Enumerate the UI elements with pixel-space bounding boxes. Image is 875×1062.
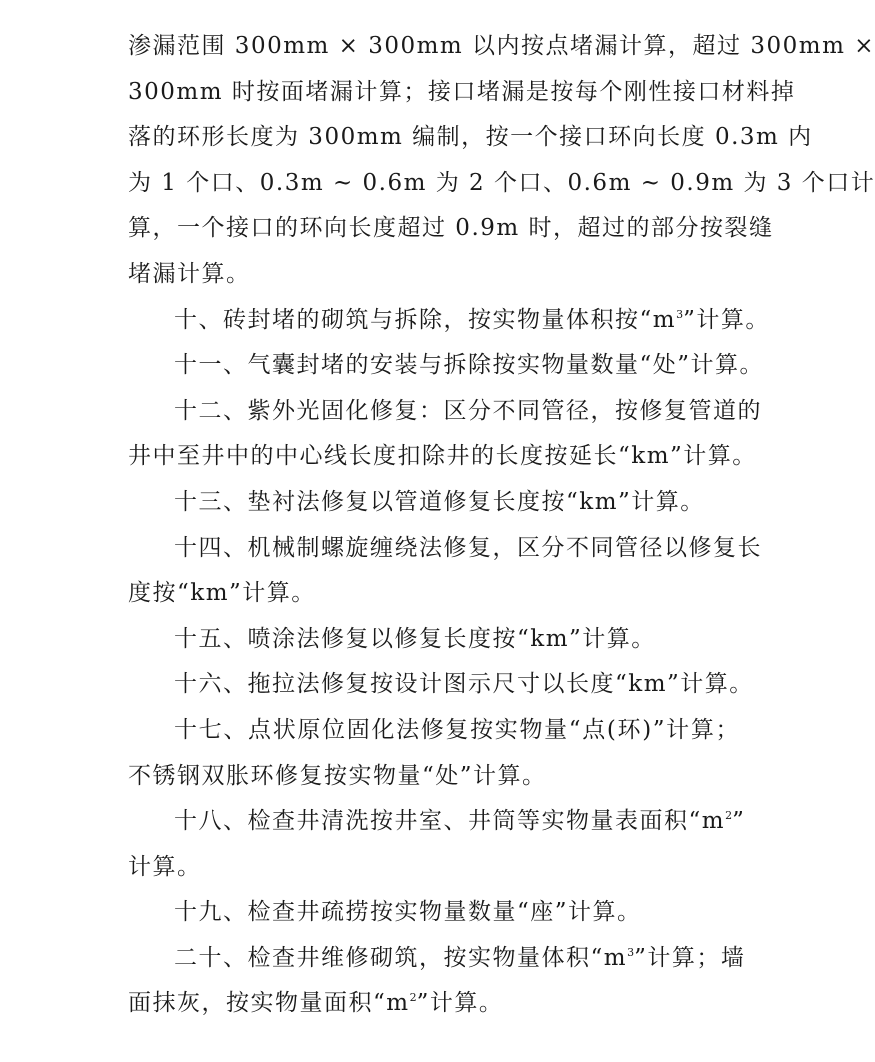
clause-10-text-end: ”计算。	[683, 306, 770, 333]
superscript-2: 2	[409, 991, 417, 1005]
clause-18-text: 十八、检查井清洗按井室、井筒等实物量表面积“m	[174, 808, 726, 835]
document-body	[128, 24, 875, 1027]
clause-18	[128, 799, 746, 845]
clause-20-text: 二十、检查井维修砌筑，按实物量体积“m	[174, 944, 628, 971]
clause-18-text-end: ”	[732, 808, 746, 835]
clause-20	[128, 936, 746, 982]
clause-20-cont-text: 面抹灰，按实物量面积“m	[128, 990, 410, 1017]
clause-14: 十四、机械制螺旋缠绕法修复，区分不同管径以修复长	[174, 534, 762, 561]
clause-20-cont	[128, 981, 740, 1027]
body-line: 为 1 个口、0.3m ~ 0.6m 为 2 个口、0.6m ~ 0.9m 为 3 个口计	[128, 169, 875, 196]
clause-13: 十三、垫衬法修复以管道修复长度按“km”计算。	[174, 488, 705, 515]
clause-17-cont: 不锈钢双胀环修复按实物量“处”计算。	[128, 762, 547, 789]
body-line: 300mm 时按面堵漏计算；接口堵漏是按每个刚性接口材料掉	[128, 78, 796, 105]
clause-19: 十九、检查井疏捞按实物量数量“座”计算。	[174, 899, 642, 926]
superscript-3: 3	[676, 307, 684, 321]
body-line: 落的环形长度为 300mm 编制，按一个接口环向长度 0.3m 内	[128, 124, 813, 151]
clause-10	[128, 298, 770, 344]
clause-10-text: 十、砖封堵的砌筑与拆除，按实物量体积按“m	[174, 306, 677, 333]
clause-16: 十六、拖拉法修复按设计图示尺寸以长度“km”计算。	[174, 671, 754, 698]
clause-15: 十五、喷涂法修复以修复长度按“km”计算。	[174, 625, 656, 652]
body-line: 算，一个接口的环向长度超过 0.9m 时，超过的部分按裂缝	[128, 215, 774, 242]
clause-20-text-end: ”计算；墙	[634, 944, 746, 971]
body-line: 渗漏范围 300mm × 300mm 以内按点堵漏计算，超过 300mm ×	[128, 33, 875, 59]
clause-14-cont: 度按“km”计算。	[128, 580, 316, 607]
clause-17: 十七、点状原位固化法修复按实物量“点(环)”计算；	[174, 716, 740, 743]
clause-12: 十二、紫外光固化修复：区分不同管径，按修复管道的	[174, 397, 762, 424]
body-line: 堵漏计算。	[128, 260, 251, 287]
superscript-2: 2	[725, 809, 733, 823]
clause-18-cont: 计算。	[128, 853, 202, 880]
clause-20-cont-text-end: ”计算。	[416, 990, 504, 1017]
clause-11: 十一、气囊封堵的安装与拆除按实物量数量“处”计算。	[174, 352, 765, 379]
clause-12-cont: 井中至井中的中心线长度扣除井的长度按延长“km”计算。	[128, 443, 757, 470]
superscript-3: 3	[627, 945, 635, 959]
